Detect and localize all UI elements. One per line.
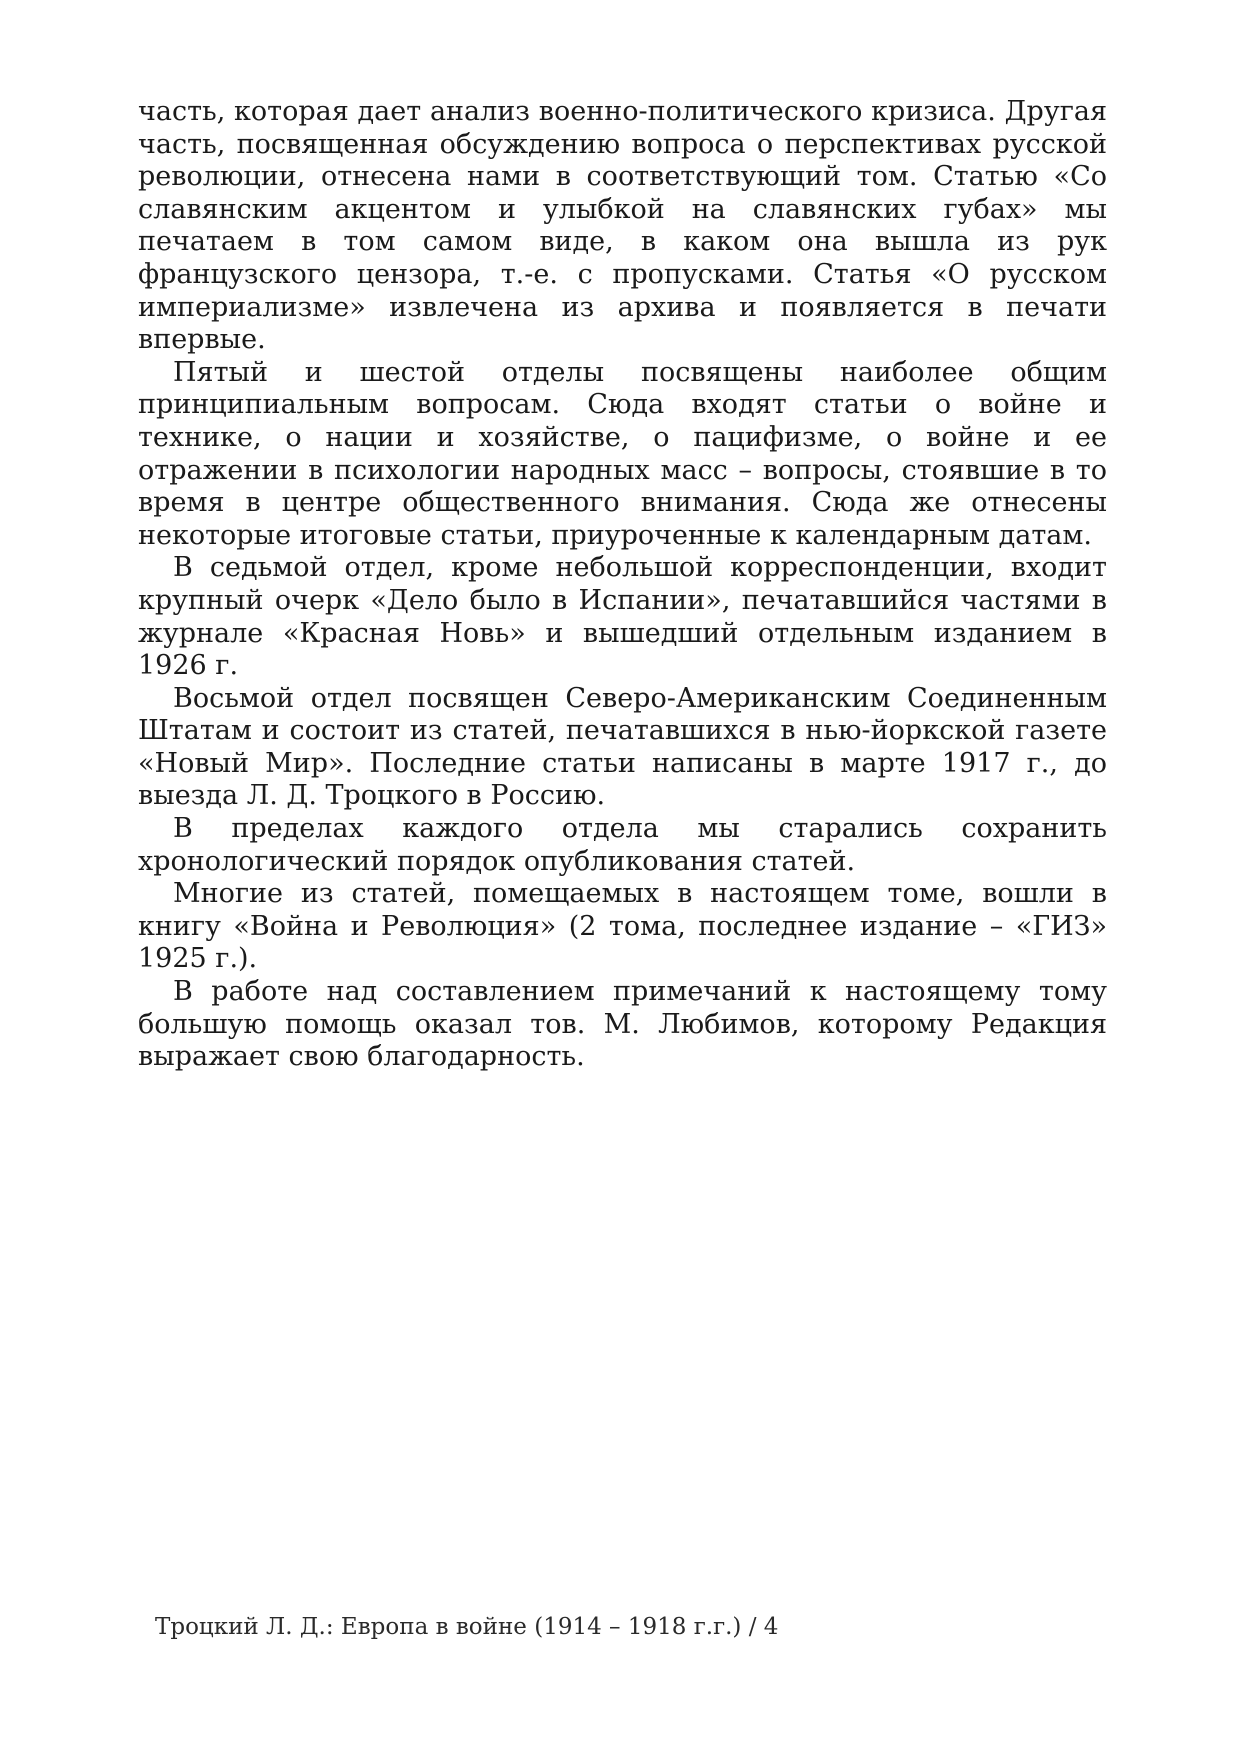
paragraph-1: часть, которая дает анализ военно-политического кризиса. Другая часть, посвященная обсуждению вопроса о перспективах русской революции, отнесена нами в соответствующий том. Статью «Со славянским акцентом и улыбкой на славянских губах» мы печатаем в том самом виде, в каком она вышла из рук французского цензора, т.-е. с пропусками. Статья «О русском империализме» извлечена из архива и появляется в печати впервые. — [138, 96, 1107, 356]
paragraph-3: В седьмой отдел, кроме небольшой корреспонденции, входит крупный очерк «Дело было в Испании», печатавшийся частями в журнале «Красная Новь» и вышедший отдельным изданием в 1926 г. — [138, 552, 1107, 682]
paragraph-5: В пределах каждого отдела мы старались сохранить хронологический порядок опубликования статей. — [138, 813, 1107, 877]
paragraph-7: В работе над составлением примечаний к настоящему тому большую помощь оказал тов. М. Любимов, которому Редакция выражает свою благодарность. — [138, 976, 1107, 1073]
paragraph-2: Пятый и шестой отделы посвящены наиболее общим принципиальным вопросам. Сюда входят статьи о войне и технике, о нации и хозяйстве, о пацифизме, о войне и ее отражении в психологии народных масс – вопросы, стоявшие в то время в центре общественного внимания. Сюда же отнесены некоторые итоговые статьи, приуроченные к календарным датам. — [138, 356, 1107, 551]
paragraph-6: Многие из статей, помещаемых в настоящем томе, вошли в книгу «Война и Революция» (2 тома, последнее издание – «ГИЗ» 1925 г.). — [138, 878, 1107, 975]
body-text — [138, 96, 1107, 1074]
paragraph-4: Восьмой отдел посвящен Северо-Американским Соединенным Штатам и состоит из статей, печатавшихся в нью-йоркской газете «Новый Мир». Последние статьи написаны в марте 1917 г., до выезда Л. Д. Троцкого в Россию. — [138, 682, 1107, 812]
page-footer: Троцкий Л. Д.: Европа в войне (1914 – 1918 г.г.) / 4 — [155, 1614, 779, 1640]
